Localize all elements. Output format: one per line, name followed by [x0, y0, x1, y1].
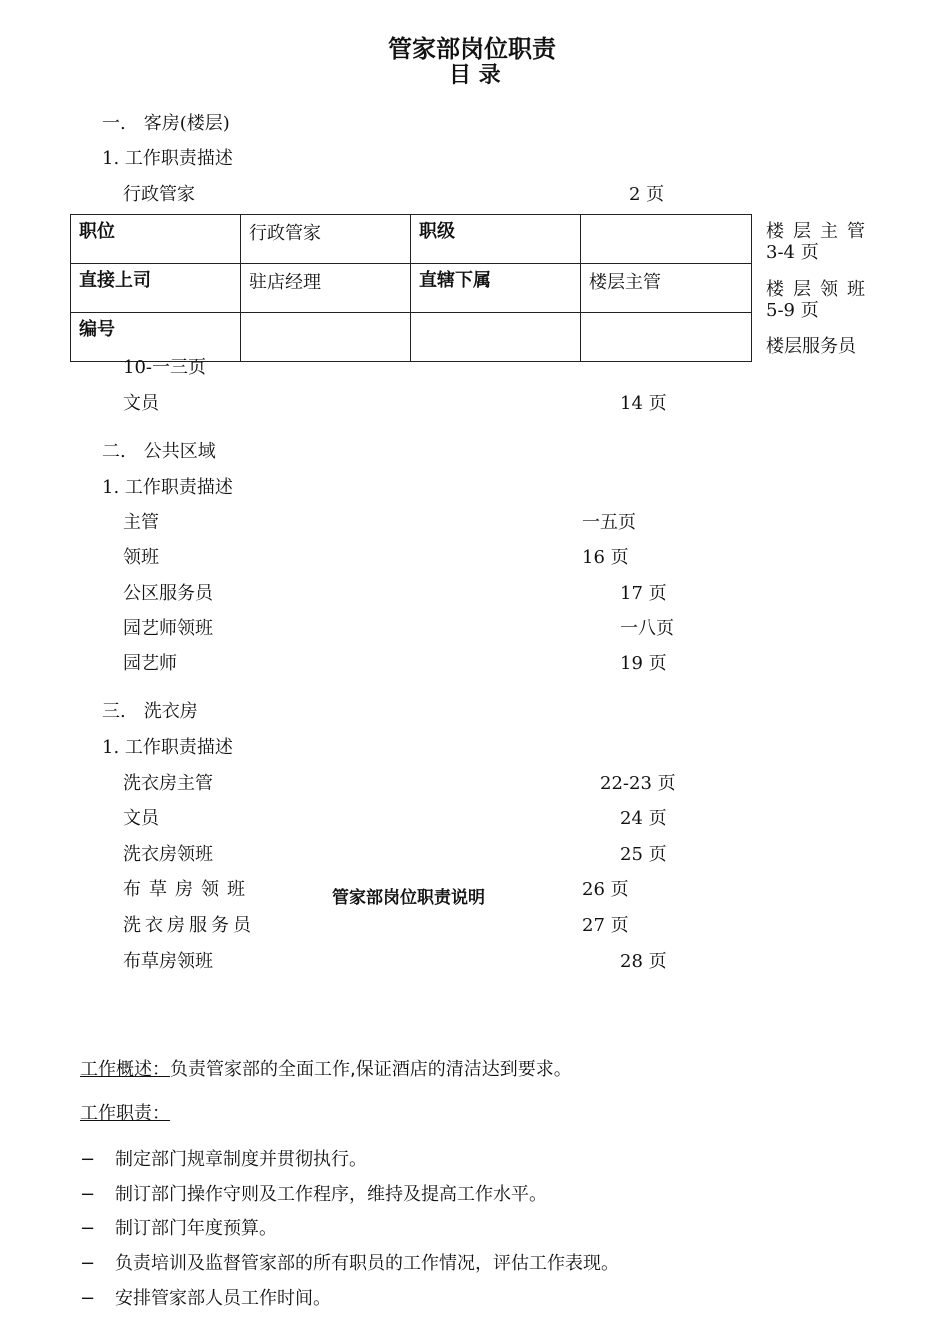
toc-item-name: 布草房领班 — [123, 951, 213, 972]
toc-item-name: 10-一三页 — [123, 357, 206, 378]
toc-item-name: 洗衣房领班 — [123, 844, 213, 865]
toc-item-name: 洗衣房服务员 — [123, 915, 255, 936]
side-note-page: 5-9 页 — [766, 300, 819, 321]
section-2-heading: 二. 公共区域 — [102, 441, 216, 462]
table-value-subordinates: 楼层主管 — [581, 264, 752, 313]
toc-item-name: 文员 — [123, 393, 159, 414]
toc-item-page: 24 页 — [620, 808, 667, 829]
toc-item-page: 27 页 — [582, 915, 629, 936]
table-row — [71, 215, 752, 264]
toc-item-page: 2 页 — [629, 184, 665, 205]
list-item: 制订部门操作守则及工作程序，维持及提高工作水平。 — [115, 1184, 547, 1205]
side-note — [766, 279, 874, 321]
list-item: 安排管家部人员工作时间。 — [115, 1288, 331, 1309]
table-label-subordinates: 直辖下属 — [411, 264, 581, 313]
toc-item-page: 14 页 — [620, 393, 667, 414]
toc-item-page: 17 页 — [620, 583, 667, 604]
bullet-icon: − — [80, 1218, 96, 1239]
bullet-icon: − — [80, 1253, 96, 1274]
overview-text: 负责管家部的全面工作,保证酒店的清洁达到要求。 — [170, 1059, 572, 1080]
bullet-icon: − — [80, 1288, 96, 1309]
toc-item-page: 26 页 — [582, 879, 629, 900]
document-title: 管家部岗位职责 — [388, 34, 556, 63]
table-value-supervisor: 驻店经理 — [241, 264, 411, 313]
table-value-grade — [581, 215, 752, 264]
toc-item-name: 行政管家 — [123, 184, 195, 205]
toc-item-page: 一五页 — [582, 512, 636, 533]
overview-label: 工作概述： — [80, 1059, 170, 1080]
table-label-number: 编号 — [71, 313, 241, 362]
section-3-heading: 三. 洗衣房 — [102, 701, 198, 722]
duties-label: 工作职责： — [80, 1103, 170, 1124]
side-note-title: 楼层主管 — [766, 221, 874, 242]
bullet-icon: − — [80, 1184, 96, 1205]
side-note — [766, 336, 856, 357]
toc-item-name: 布草房领班 — [123, 879, 253, 900]
toc-item-name: 公区服务员 — [123, 583, 213, 604]
toc-item-page: 19 页 — [620, 653, 667, 674]
toc-item-name: 洗衣房主管 — [123, 773, 213, 794]
overview — [80, 1061, 572, 1079]
toc-item-name: 文员 — [123, 808, 159, 829]
side-note-title: 楼层领班 — [766, 279, 874, 300]
table-value-number — [241, 313, 411, 362]
toc-item-page: 16 页 — [582, 547, 629, 568]
toc-item-page: 28 页 — [620, 951, 667, 972]
section-1-subheading: 1. 工作职责描述 — [102, 148, 233, 169]
side-note — [766, 221, 874, 263]
toc-item-page: 一八页 — [620, 618, 674, 639]
list-item: 负责培训及监督管家部的所有职员的工作情况，评估工作表现。 — [115, 1253, 619, 1274]
section-1-heading: 一. 客房(楼层) — [102, 113, 230, 134]
side-note-page: 3-4 页 — [766, 242, 819, 263]
section-2-subheading: 1. 工作职责描述 — [102, 477, 233, 498]
table-label-position: 职位 — [71, 215, 241, 264]
table-label-supervisor: 直接上司 — [71, 264, 241, 313]
description-heading: 管家部岗位职责说明 — [332, 888, 485, 908]
toc-item-name: 园艺师领班 — [123, 618, 213, 639]
toc-item-page: 22-23 页 — [600, 773, 676, 794]
toc-item-name: 园艺师 — [123, 653, 177, 674]
toc-item-name: 主管 — [123, 512, 159, 533]
toc-item-page: 25 页 — [620, 844, 667, 865]
list-item: 制订部门年度预算。 — [115, 1218, 277, 1239]
position-info-table — [70, 214, 752, 362]
table-row — [71, 313, 752, 362]
side-note-title: 楼层服务员 — [766, 336, 856, 357]
table-cell-empty — [411, 313, 581, 362]
table-cell-empty — [581, 313, 752, 362]
table-value-position: 行政管家 — [241, 215, 411, 264]
section-3-subheading: 1. 工作职责描述 — [102, 737, 233, 758]
toc-title: 目 录 — [449, 62, 501, 88]
list-item: 制定部门规章制度并贯彻执行。 — [115, 1149, 367, 1170]
bullet-icon: − — [80, 1149, 96, 1170]
table-label-grade: 职级 — [411, 215, 581, 264]
toc-item-name: 领班 — [123, 547, 159, 568]
table-row — [71, 264, 752, 313]
